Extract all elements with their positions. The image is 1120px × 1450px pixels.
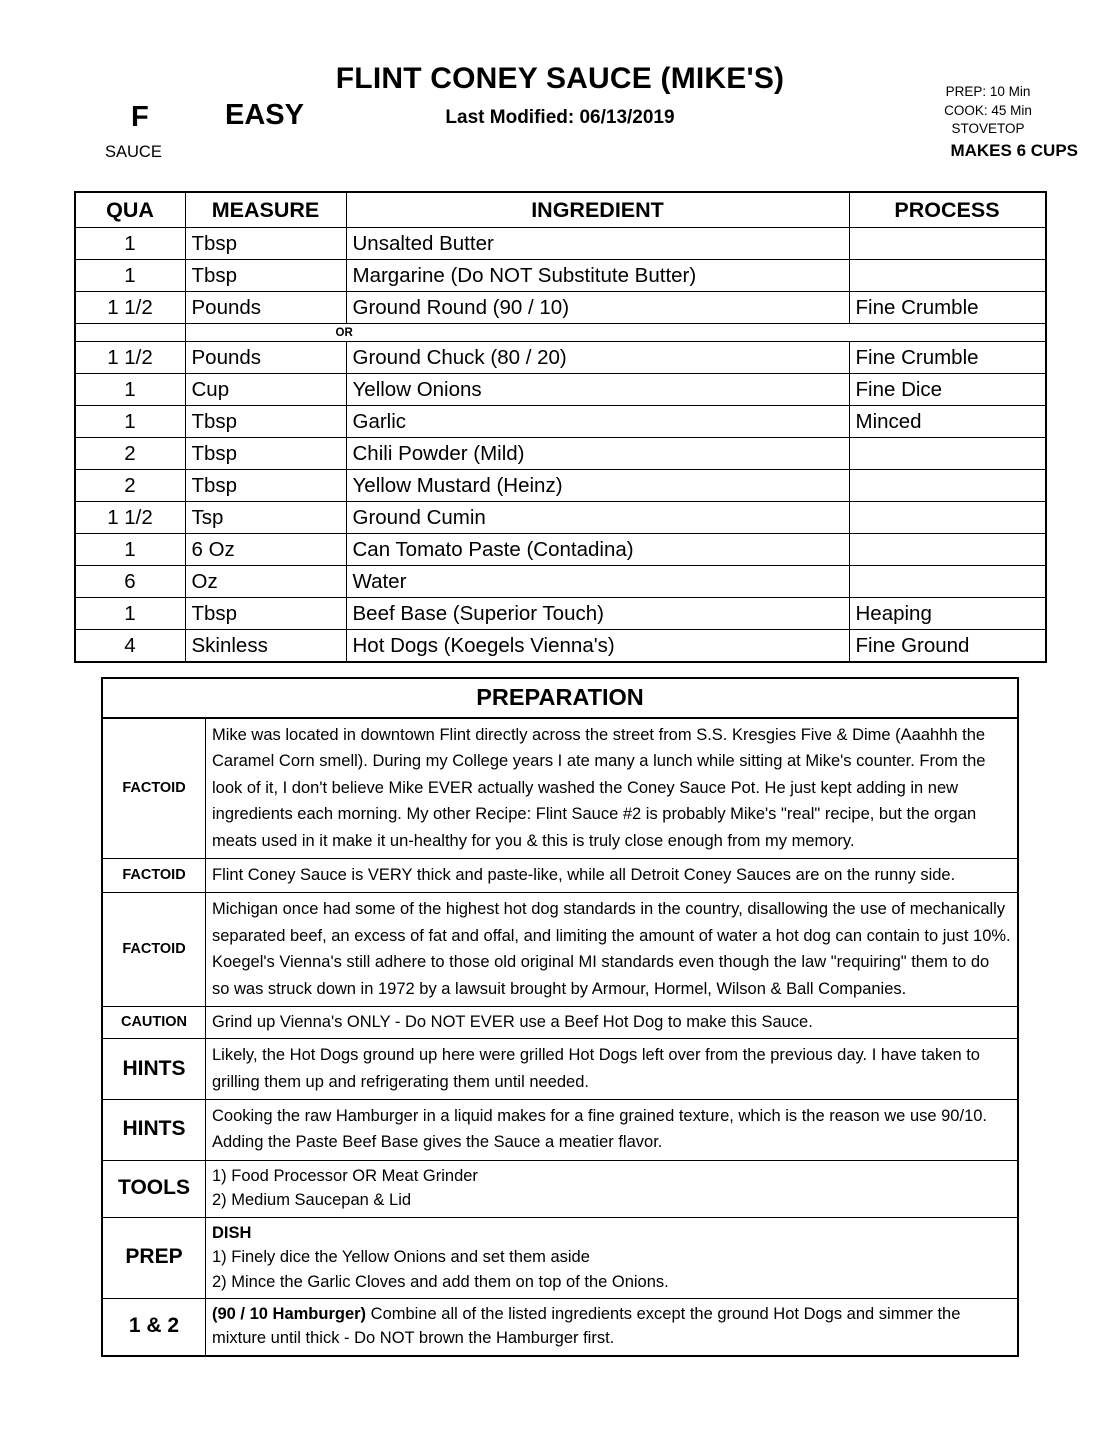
cell-process	[849, 534, 1046, 566]
prep-line: 2) Mince the Garlic Cloves and add them on top of the Onions.	[212, 1272, 669, 1291]
cell-ingredient: Water	[346, 566, 849, 598]
table-row	[75, 630, 1046, 663]
cell-measure: Tbsp	[185, 438, 346, 470]
table-row	[75, 534, 1046, 566]
prep-text-lines	[206, 1217, 1018, 1298]
cell-process: Minced	[849, 406, 1046, 438]
ingredients-table	[74, 191, 1047, 663]
cell-ingredient: Beef Base (Superior Touch)	[346, 598, 849, 630]
prep-time: PREP: 10 Min	[945, 84, 1031, 99]
prep-text: Cooking the raw Hamburger in a liquid makes for a fine grained texture, which is the reason we use 90/10. Adding the Paste Beef Base gives the Sauce a meatier flavor.	[206, 1100, 1018, 1161]
or-divider-cell	[185, 324, 1046, 342]
table-row	[75, 228, 1046, 260]
table-row	[75, 342, 1046, 374]
cell-measure: Cup	[185, 374, 346, 406]
prep-text-lines	[206, 1160, 1018, 1217]
prep-row	[103, 1160, 1017, 1217]
prep-bold-lead: (90 / 10 Hamburger)	[212, 1304, 367, 1323]
prep-line: 1) Food Processor OR Meat Grinder	[212, 1166, 478, 1185]
prep-text-rest: Combine all of the listed ingredients except the ground Hot Dogs and simmer the mixture until thick - Do NOT brown the Hamburger first.	[212, 1304, 961, 1348]
yield-label: MAKES 6 CUPS	[950, 141, 1078, 160]
column-header-measure: MEASURE	[185, 192, 346, 228]
cell-measure: Tbsp	[185, 598, 346, 630]
prep-label: 1 & 2	[103, 1298, 206, 1354]
cell-qua: 4	[75, 630, 186, 663]
cell-qua: 1	[75, 598, 186, 630]
prep-label: HINTS	[103, 1100, 206, 1161]
difficulty-label: EASY	[225, 99, 304, 131]
cell-qua: 1 1/2	[75, 342, 186, 374]
column-header-process: PROCESS	[849, 192, 1046, 228]
table-row	[75, 374, 1046, 406]
cell-measure: Tbsp	[185, 228, 346, 260]
prep-label: FACTOID	[103, 858, 206, 892]
prep-label: HINTS	[103, 1039, 206, 1100]
cell-qua: 1	[75, 260, 186, 292]
or-divider-row	[75, 324, 1046, 342]
table-row	[75, 438, 1046, 470]
table-row	[75, 292, 1046, 324]
prep-label: TOOLS	[103, 1160, 206, 1217]
cell-process	[849, 228, 1046, 260]
cell-qua: 1	[75, 228, 186, 260]
cell-qua: 1 1/2	[75, 502, 186, 534]
cell-ingredient: Yellow Mustard (Heinz)	[346, 470, 849, 502]
preparation-table	[103, 719, 1017, 1355]
cell-process: Fine Crumble	[849, 342, 1046, 374]
cell-measure: Skinless	[185, 630, 346, 663]
prep-label: PREP	[103, 1217, 206, 1298]
table-row	[75, 598, 1046, 630]
prep-text: Flint Coney Sauce is VERY thick and paste-like, while all Detroit Coney Sauces are on the runny side.	[206, 858, 1018, 892]
time-block	[898, 83, 1078, 139]
cell-measure: Tbsp	[185, 406, 346, 438]
preparation-section	[101, 677, 1019, 1357]
cell-ingredient: Margarine (Do NOT Substitute Butter)	[346, 260, 849, 292]
last-modified: Last Modified: 06/13/2019	[445, 107, 675, 128]
cell-process: Fine Crumble	[849, 292, 1046, 324]
recipe-letter: F	[131, 101, 149, 133]
prep-subheading: DISH	[212, 1223, 252, 1242]
prep-row	[103, 893, 1017, 1007]
prep-row	[103, 1006, 1017, 1038]
cell-ingredient: Yellow Onions	[346, 374, 849, 406]
prep-row	[103, 1100, 1017, 1161]
table-row	[75, 566, 1046, 598]
prep-text	[206, 1298, 1018, 1354]
cell-ingredient: Can Tomato Paste (Contadina)	[346, 534, 849, 566]
cell-qua: 1 1/2	[75, 292, 186, 324]
prep-row	[103, 858, 1017, 892]
column-header-ingredient: INGREDIENT	[346, 192, 849, 228]
cell-measure: Pounds	[185, 342, 346, 374]
prep-text: Likely, the Hot Dogs ground up here were grilled Hot Dogs left over from the previous day. I have taken to grilling them up and refrigerating them until needed.	[206, 1039, 1018, 1100]
cell-process	[849, 470, 1046, 502]
cell-process: Heaping	[849, 598, 1046, 630]
cell-ingredient: Chili Powder (Mild)	[346, 438, 849, 470]
cell-process	[849, 566, 1046, 598]
cell-measure: Pounds	[185, 292, 346, 324]
page-title: FLINT CONEY SAUCE (MIKE'S)	[335, 62, 785, 95]
cell-qua: 1	[75, 374, 186, 406]
table-header-row	[75, 192, 1046, 228]
prep-text: Mike was located in downtown Flint directly across the street from S.S. Kresgies Five & Dime (Aaahhh the Caramel Corn smell). During my College years I ate many a lunch while sitting at Mike's counter. From the look of it, I don't believe Mike EVER actually washed the Coney Sauce Pot. He just kept adding in new ingredients each morning. My other Recipe: Flint Sauce #2 is probably Mike's "real" recipe, but the organ meats used in it make it un-healthy for you & this is truly close enough from my memory.	[206, 719, 1018, 858]
prep-line: 1) Finely dice the Yellow Onions and set them aside	[212, 1248, 590, 1267]
cell-process	[849, 260, 1046, 292]
cook-time: COOK: 45 Min	[944, 102, 1032, 118]
prep-label: FACTOID	[103, 893, 206, 1007]
cell-measure: Oz	[185, 566, 346, 598]
prep-text: Michigan once had some of the highest hot dog standards in the country, disallowing the use of mechanically separated beef, an excess of fat and offal, and limiting the amount of water a hot dog can contain to just 10%. Koegel's Vienna's still adhere to those old original MI standards even though the law "requiring" them to do so was struck down in 1972 by a lawsuit brought by Armour, Hormel, Wilson & Ball Companies.	[206, 893, 1018, 1007]
cell-ingredient: Ground Chuck (80 / 20)	[346, 342, 849, 374]
or-blank-cell	[75, 324, 186, 342]
cell-ingredient: Hot Dogs (Koegels Vienna's)	[346, 630, 849, 663]
cell-process: Fine Dice	[849, 374, 1046, 406]
column-header-qua: QUA	[75, 192, 186, 228]
cook-method: STOVETOP	[951, 121, 1025, 137]
cell-qua: 1	[75, 406, 186, 438]
or-label: OR	[335, 326, 353, 339]
prep-row	[103, 1298, 1017, 1354]
table-row	[75, 470, 1046, 502]
prep-line: 2) Medium Saucepan & Lid	[212, 1191, 412, 1210]
prep-row	[103, 719, 1017, 858]
cell-process: Fine Ground	[849, 630, 1046, 663]
cell-qua: 2	[75, 470, 186, 502]
cell-ingredient: Unsalted Butter	[346, 228, 849, 260]
cell-measure: 6 Oz	[185, 534, 346, 566]
prep-text: Grind up Vienna's ONLY - Do NOT EVER use a Beef Hot Dog to make this Sauce.	[206, 1006, 1018, 1038]
cell-qua: 6	[75, 566, 186, 598]
table-row	[75, 502, 1046, 534]
cell-ingredient: Ground Cumin	[346, 502, 849, 534]
prep-row	[103, 1039, 1017, 1100]
cell-process	[849, 502, 1046, 534]
prep-label: CAUTION	[103, 1006, 206, 1038]
cell-qua: 1	[75, 534, 186, 566]
preparation-heading: PREPARATION	[103, 679, 1017, 719]
cell-ingredient: Garlic	[346, 406, 849, 438]
prep-label: FACTOID	[103, 719, 206, 858]
cell-measure: Tsp	[185, 502, 346, 534]
cell-process	[849, 438, 1046, 470]
cell-measure: Tbsp	[185, 260, 346, 292]
table-row	[75, 260, 1046, 292]
cell-measure: Tbsp	[185, 470, 346, 502]
prep-row	[103, 1217, 1017, 1298]
cell-ingredient: Ground Round (90 / 10)	[346, 292, 849, 324]
cell-qua: 2	[75, 438, 186, 470]
section-label: SAUCE	[105, 143, 162, 161]
table-row	[75, 406, 1046, 438]
